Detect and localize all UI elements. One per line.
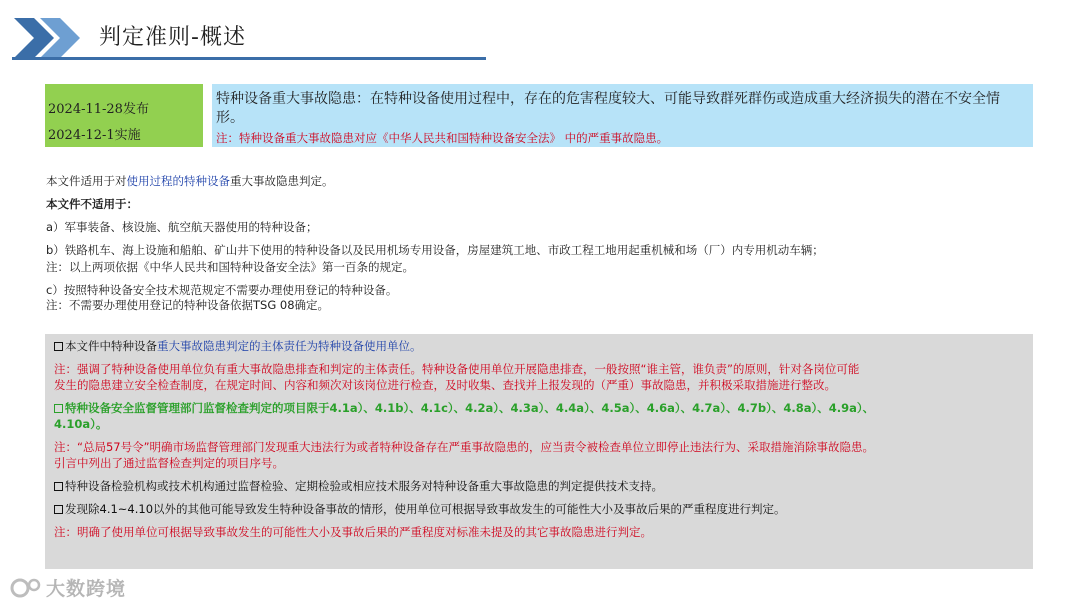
not-applies-title: 本文件不适用于： — [46, 197, 138, 211]
title-underline — [12, 57, 486, 60]
checkbox-square-icon — [54, 505, 63, 514]
note-4: 注：明确了使用单位可根据导致事故发生的可能性大小及事故后果的严重程度对标准未提及的其它事故隐患进行判定。 — [54, 525, 652, 539]
checkbox-square-icon — [54, 482, 63, 491]
chevron-arrow-icon — [14, 18, 88, 58]
page-title: 判定准则-概述 — [99, 25, 246, 50]
notes-box — [45, 334, 1033, 569]
note-1-line-1: 注：强调了特种设备使用单位负有重大事故隐患排查和判定的主体责任。特种设备使用单位开展隐患排查，一般按照“谁主管，谁负责”的原则，针对各岗位可能 — [54, 362, 860, 376]
scope-note-ab: 注：以上两项依据《中华人民共和国特种设备安全法》第一百条的规定。 — [46, 260, 414, 274]
note-2-line-2: 引言中列出了通过监督检查判定的项目序号。 — [54, 456, 284, 470]
note-line-supervision-cont: 4.10a）。 — [54, 417, 108, 431]
scope-item-b: b）铁路机车、海上设施和船舶、矿山井下使用的特种设备以及民用机场专用设备，房屋建筑工地、市政工程工地用起重机械和场（厂）内专用机动车辆； — [46, 243, 824, 257]
note-2-line-1: 注：“总局57号令”明确市场监督管理部门发现重大违法行为或者特种设备存在严重事故隐患的，应当责令被检查单位立即停止违法行为、采取措施消除事故隐患。 — [54, 440, 875, 454]
scope-item-c: c）按照特种设备安全技术规范规定不需要办理使用登记的特种设备。 — [46, 283, 398, 297]
definition-box — [212, 84, 1033, 147]
note-line-inspection: 特种设备检验机构或技术机构通过监督检验、定期检验或相应技术服务对特种设备重大事故隐患的判定提供技术支持。 — [54, 478, 663, 494]
note-line-responsibility: 本文件中特种设备重大事故隐患判定的主体责任为特种设备使用单位。 — [54, 338, 422, 354]
note-line-supervision: 特种设备安全监督管理部门监督检查判定的项目限于4.1a）、4.1b）、4.1c）、4.2a）、4.3a）、4.4a）、4.5a）、4.6a）、4.7a）、4.7b）、4.8a）、4.9a）、 — [54, 400, 874, 416]
checkbox-square-icon — [54, 342, 63, 351]
checkbox-square-icon — [54, 404, 63, 413]
publish-date: 2024-11-28发布 — [48, 102, 149, 117]
scope-highlight: 使用过程的特种设备 — [126, 174, 230, 188]
note-1-line-2: 发生的隐患建立安全检查制度，在规定时间、内容和频次对该岗位进行检查，及时收集、查找并上报发现的（严重）事故隐患，并积极采取措施进行整改。 — [54, 378, 836, 392]
effective-date: 2024-12-1实施 — [48, 128, 141, 143]
scope-item-a: a）军事装备、核设施、航空航天器使用的特种设备； — [46, 220, 318, 234]
date-box — [45, 84, 203, 147]
scope-note-c: 注：不需要办理使用登记的特种设备依据TSG 08确定。 — [46, 298, 330, 312]
definition-text: 特种设备重大事故隐患：在特种设备使用过程中，存在的危害程度较大、可能导致群死群伤或造成重大经济损失的潜在不安全情形。 — [216, 91, 1000, 126]
watermark-text: 大数跨境 — [46, 578, 127, 600]
watermark-logo-icon — [10, 577, 44, 599]
scope-applies: 本文件适用于对使用过程的特种设备重大事故隐患判定。 — [46, 174, 334, 188]
definition-note: 注：特种设备重大事故隐患对应《中华人民共和国特种设备安全法》 中的严重事故隐患。 — [216, 131, 669, 145]
note-line-other-cases: 发现除4.1~4.10以外的其他可能导致发生特种设备事故的情形，使用单位可根据导致事故发生的可能性大小及事故后果的严重程度进行判定。 — [54, 501, 786, 517]
